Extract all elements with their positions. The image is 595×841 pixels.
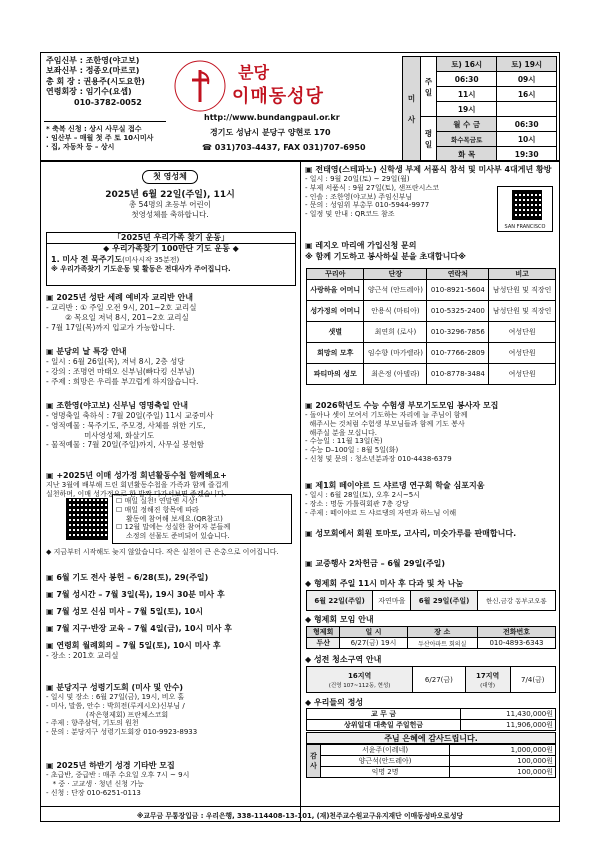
table-header: 장 소 <box>407 627 477 638</box>
section-line: - 문의 : 성임위 부총무 010-5944-9977 <box>305 201 430 210</box>
website-link[interactable]: http://www.bundangpaul.or.kr <box>204 113 340 122</box>
qr-code[interactable] <box>66 498 108 540</box>
notice-title: ▣ 7월 지구·반장 교육 – 7월 4일(금), 10시 미사 후 <box>46 624 233 633</box>
exam-notice <box>305 400 555 476</box>
section-title: ▣ 제1회 떼이야르 드 샤르댕 연구회 학술 심포지움 <box>305 481 485 490</box>
divider <box>40 806 560 807</box>
section-line: ② 목요일 저녁 8시, 201~2호 교리실 <box>46 312 189 322</box>
notice-title: ▣ 7월 성시간 – 7월 3일(목), 19시 30분 미사 후 <box>46 590 225 599</box>
bullet: ☐ 매일 정해진 항목에 따라 <box>116 505 199 514</box>
section-line: - 인솔 : 조한영(야고보) 주임신부님 <box>305 192 413 201</box>
parish-logo <box>172 58 228 114</box>
thanks-table <box>306 744 556 778</box>
first-communion-title: 첫 영성체 <box>142 170 198 184</box>
section-line: - 신청 및 문의 : 청소년분과장 010-4438-6379 <box>305 454 452 463</box>
section-line: - 일시 : 6월 28일(토), 오후 2시~5시 <box>305 491 420 499</box>
bullet: 소정의 선물도 준비되어 있습니다. <box>126 532 230 540</box>
section-line: 미사영성체, 화살기도 <box>46 430 155 440</box>
section-line: - 7월 17일(목)까지 입교가 가능합니다. <box>46 322 175 332</box>
section-line: - 부제 서품식 : 9월 27일(토), 샌프란시스코 <box>305 183 439 192</box>
note-line: * 축복 신청 : 상시 사무실 접수 <box>46 125 142 133</box>
bullet: 활동에 참여해 보세요.(QR참고) <box>126 514 223 523</box>
contact: ☎ 031)703-4437, FAX 031)707-6950 <box>202 143 366 152</box>
section-title: ▣ +2025년 이매 성가정 회년활동수첩 함께해요+ <box>46 471 227 480</box>
staff-block <box>46 56 166 108</box>
section-title: ▣ 2025년 하반기 성경 기타반 모집 <box>46 761 175 770</box>
section-line: - 교리반 : ① 주일 오전 9시, 201~2호 교리실 <box>46 303 197 312</box>
section-line: - 주제 : 희망은 우리를 부끄럽게 하지않습니다. <box>46 376 199 386</box>
blessing-notes <box>46 125 168 151</box>
section-title: ▣ 조한영(야고보) 신부님 영명축일 안내 <box>46 401 188 410</box>
mass-schedule <box>402 56 557 162</box>
mass-cell: 09시 <box>497 72 557 87</box>
table-header: 연락처 <box>427 269 489 280</box>
notice-title: ▣ 7월 성모 신심 미사 – 7월 5일(토), 10시 <box>46 607 204 616</box>
staff-row: 연령회장 : 임기수(요셉) <box>46 87 132 97</box>
notice-title: ▣ 6월 기도 전사 봉헌 – 6/28(토), 29(주일) <box>46 573 209 582</box>
section-title: ▣ 2026학년도 수능 수험생 부모기도모임 봉사자 모집 <box>305 401 499 410</box>
section-line: 해주시는 것처럼 수험생 부모님들과 함께 기도 봉사 <box>305 419 465 428</box>
staff-row: 보좌신부 : 정종오(마르코) <box>46 66 140 76</box>
staff-row: 총 회 장 : 권용주(시도요한) <box>46 76 145 86</box>
family-campaign-box <box>46 232 296 286</box>
section-line: - 일시 : 9월 20일(토) ~ 29일(월) <box>305 175 410 183</box>
symposium-notice <box>305 480 555 524</box>
weekend-label: 주 일 <box>421 57 437 117</box>
guitar-notice <box>46 760 298 797</box>
section-line: - 일시 및 장소 : 6월 27일(금), 19시, 비오 홀 <box>46 693 185 701</box>
section-title: ▣ 성모회에서 회원 토마토, 고사리, 미숫가루를 판매합니다. <box>305 529 517 538</box>
notice-catechumen <box>46 292 298 342</box>
table-header: 꾸리아 <box>307 269 364 280</box>
section-line: - 문의 : 분당지구 성령기도회장 010-9923-8933 <box>46 728 198 736</box>
section-line: - 영명축일 축하식 : 7월 20일(주일) 11시 교중미사 <box>46 411 214 420</box>
bullet: ☐ 매일 실천! 연말엔 시상! <box>116 497 198 505</box>
mass-cell: 토) 19시 <box>497 57 557 72</box>
table-row: 양근석(안드레아) 100,000원 <box>307 756 556 767</box>
section-line: * 중 · 고교생 · 청년 신청 가능 <box>46 779 144 788</box>
qr-code[interactable] <box>512 190 542 220</box>
section-line: - 일시 : 6월 26일(목), 저녁 8시, 2층 성당 <box>46 357 185 366</box>
notice-title: ▣ 연령회 월례회의 – 7월 5일(토), 10시 미사 후 <box>46 641 221 650</box>
notice-lecture <box>46 346 298 396</box>
mass-cell: 06:30 <box>437 72 497 87</box>
cleaning-table <box>306 666 556 693</box>
section-line: - 강의 : 조명연 마태오 신부님(빠다킹 신부님) <box>46 366 195 376</box>
mass-cell: 06:30 <box>497 117 557 132</box>
note-line: · 집, 자동차 등 – 상시 <box>46 142 115 151</box>
divider <box>44 121 166 122</box>
meeting-title: ◆ 형제회 모임 안내 <box>305 615 374 624</box>
section-title: ▣ 레지오 마리애 가입신청 문의 <box>305 241 417 250</box>
reading-table <box>306 590 556 611</box>
section-line: - 미사, 말씀, 안수 : 박희전(루케시오)신부님 / <box>46 701 185 710</box>
qr-caption: SAN FRANCISCO <box>504 224 546 230</box>
mass-cell: 월 수 금 <box>437 117 497 132</box>
section-title: ▣ 2025년 성탄 세례 예비자 교리반 안내 <box>46 293 193 302</box>
thanks-title: 주님 은혜에 감사드립니다. <box>306 732 556 744</box>
parish-name-2: 이매동성당 <box>232 86 324 107</box>
table-header: 일 시 <box>340 627 407 638</box>
cleaning-title: ◆ 성전 청소구역 안내 <box>305 655 382 664</box>
address: 경기도 성남시 분당구 양현로 170 <box>210 128 331 137</box>
deacon-qr-box[interactable] <box>497 186 553 232</box>
section-title: ▣ 분당의 날 특강 안내 <box>46 347 127 356</box>
first-communion <box>46 164 294 220</box>
table-row: 익명 2명 100,000원 <box>307 767 556 778</box>
table-row: 성가정의 어머니 안용식 (마티아) 010-5325-2400 남성단원 및 직장인 <box>307 301 556 322</box>
table-row: 파티마의 성모 최은정 (아델라) 010-8778-3484 여성단원 <box>307 364 556 385</box>
staff-phone: 010-3782-0052 <box>74 97 142 107</box>
campaign-note: ※ 우리가족찾기 기도운동 및 활동은 전대사가 주어집니다. <box>51 265 231 274</box>
table-row: 희망의 모후 임수향 (마가렐라) 010-7766-2809 여성단원 <box>307 343 556 364</box>
mass-cell: 화 목 <box>437 147 497 162</box>
footer: ※교무금 무통장입금 : 우리은행, 338-114408-13-101, (재)천주교수원교구유지재단 이매동성바오로성당 <box>136 812 464 820</box>
table-header: 비고 <box>489 269 556 280</box>
mass-cell: 16시 <box>497 87 557 102</box>
section-title: ▣ 분당지구 성령기도회 (미사 및 안수) <box>46 683 183 692</box>
jubilee-footer: ◆ 지금부터 시작해도 늦지 않았습니다. 작은 실천이 큰 은총으로 이어집니다. <box>46 548 279 556</box>
first-communion-line: 총 54명의 초등부 어린이 <box>129 200 211 210</box>
section-line: (작은형제회) 프란체스코회 <box>46 710 169 719</box>
left-sections <box>46 292 298 462</box>
section-line: 실천하며, 이매 성가정으로 한 발짝 다가서보면 좋겠습니다. <box>46 489 227 498</box>
mass-side-label: 미 사 <box>403 57 421 162</box>
first-communion-date: 2025년 6월 22일(주일), 11시 <box>105 190 235 201</box>
table-row: 상위일대 대축일 주일헌금 11,906,000원 <box>307 720 556 731</box>
note-line: · 임산부 – 매월 첫 주 토 10시미사 <box>46 133 154 142</box>
section-line: - 돌아나 셋이 모여서 기도하는 자리에 늘 주님이 함께 <box>305 411 468 419</box>
section-line: - 신청 : 단장 010-6251-0113 <box>46 788 141 797</box>
section-line: - 영적예물 : 묵주기도, 주모경, 사체를 위한 기도, <box>46 420 206 430</box>
mass-cell: 10시 <box>497 132 557 147</box>
mass-cell <box>497 102 557 117</box>
right-sections <box>305 400 555 539</box>
table-row: 교 무 금 11,430,000원 <box>307 709 556 720</box>
section-line: - 수능 D–100일 : 8월 5일(화) <box>305 446 399 454</box>
campaign-item-note: (미사시작 35분전) <box>122 255 180 264</box>
sale-notice <box>305 528 555 539</box>
section-line: - 주제 : 향주삼덕, 기도의 원천 <box>46 719 139 728</box>
table-row: 샛별 최연희 (로사) 010-3296-7856 여성단원 <box>307 322 556 343</box>
table-row: 16지역 (건영 107~112동, 현성) 6/27(금) 17지역 (대영) 7/4(금) <box>307 667 556 693</box>
reading-title: ◆ 형제회 주일 11시 미사 후 다과 및 차 나눔 <box>305 579 464 588</box>
section-line: - 주제 : 떼이야르 드 샤르댕의 자연과 하느님 이해 <box>305 508 457 517</box>
mass-cell: 11시 <box>437 87 497 102</box>
table-row: 6월 22일(주일) 자연마을 6월 29일(주일) 한신,금강 동부코오롱 <box>307 591 556 611</box>
weekday-label: 평 일 <box>421 117 437 162</box>
mass-cell: 화수목금토 <box>437 132 497 147</box>
campaign-item: 1. 미사 전 묵주기도 <box>51 254 123 264</box>
table-row: 사랑하올 어머니 양근석 (안드레아) 010-8921-5604 남성단원 및 직장인 <box>307 280 556 301</box>
parish-name-1: 분당 <box>238 63 269 82</box>
table-header: 단장 <box>364 269 427 280</box>
section-line: 해주실 분을 모십니다. <box>305 428 377 437</box>
table-row: 두산 6/27(금) 19시 두산아파트 회의실 010-4893-6343 <box>307 638 556 649</box>
jubilee-bullets <box>112 494 292 544</box>
table-header: 형제회 <box>307 627 340 638</box>
section-line: - 일정 및 안내 : QR코드 참조 <box>305 210 395 218</box>
legion-section <box>305 240 555 262</box>
section-subtitle: ※ 함께 기도하고 봉사하실 분을 초대합니다※ <box>305 252 466 261</box>
first-communion-line: 첫영성체를 축하합니다. <box>131 210 209 220</box>
section-line: 지난 3월에 배부해 드린 회년활동수첩을 가족과 함께 즐겁게 <box>46 481 229 489</box>
notice-feastday <box>46 400 298 462</box>
campaign-title: 「2025년 우리가족 찾기 운동」 <box>47 233 295 244</box>
finance-title: ◆ 우리들의 정성 <box>305 698 364 707</box>
section-line: - 물적예물 : 7월 20일(주일)까지, 사무실 봉헌함 <box>46 440 205 450</box>
section-line: - 장소 : 201호 교리실 <box>46 651 119 660</box>
campaign-subtitle: ◆ 우리가족찾기 100만단 기도 운동 ◆ <box>103 244 239 254</box>
mass-cell: 19:30 <box>497 147 557 162</box>
staff-row: 주임신부 : 조한영(야고보) <box>46 56 140 65</box>
thanks-label: 감 사 <box>307 745 321 778</box>
column-divider <box>300 160 301 822</box>
jigu-notice <box>46 682 298 737</box>
section-title: ▣ 전태영(스테파노) 신학생 부제 서품식 참석 및 미사부 4대게년 황방 <box>305 165 552 174</box>
mass-cell: 19시 <box>437 102 497 117</box>
legion-table <box>306 268 556 385</box>
short-notices <box>46 572 298 661</box>
bullet: ☐ 12월 말에는 성실한 참여자 분들께 <box>116 523 231 532</box>
section-line: - 수능일 : 11월 13일(목) <box>305 437 383 446</box>
section-line: - 초급반, 중급반 : 매주 수요일 오후 7시 ~ 9시 <box>46 771 190 779</box>
table-row: 감 사 서윤주(이레네) 1,000,000원 <box>307 745 556 756</box>
duty-title: ▣ 교중행사 2차헌금 – 6월 29일(주일) <box>305 559 446 568</box>
mass-cell: 토) 16시 <box>437 57 497 72</box>
table-header: 전화번호 <box>477 627 555 638</box>
meeting-table <box>306 626 556 649</box>
section-line: - 장소 : 명동 가톨릭회관 7층 강당 <box>305 499 409 508</box>
finance-table <box>306 708 556 731</box>
